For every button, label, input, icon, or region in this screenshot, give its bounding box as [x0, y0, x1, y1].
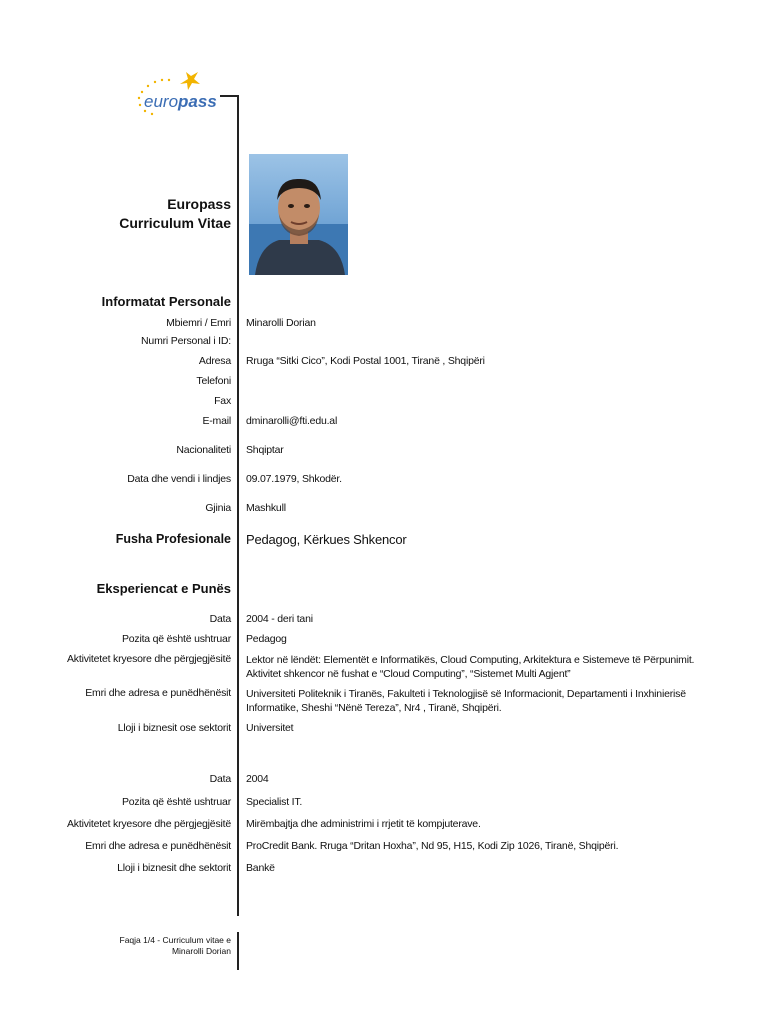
- job2-position: Specialist IT.: [246, 796, 303, 808]
- job1-employer-label: Emri dhe adresa e punëdhënësit: [85, 687, 231, 699]
- title-line-1: Europass: [167, 196, 231, 212]
- value-profession: Pedagog, Kërkues Shkencor: [246, 532, 407, 547]
- portrait-image: [249, 154, 348, 275]
- job2-activities-label: Aktivitetet kryesore dhe përgjegjësitë: [67, 818, 231, 830]
- job2-employer: ProCredit Bank. Rruga “Dritan Hoxha”, Nd 95, H15, Kodi Zip 1026, Tiranë, Shqipëri.: [246, 840, 619, 852]
- job1-activities-line2: Aktivitet shkencor në fushat e “Cloud Computing”, “Sistemet Multi Agjent”: [246, 668, 571, 680]
- job1-date: 2004 - deri tani: [246, 613, 313, 625]
- europass-logo: [128, 68, 240, 118]
- profile-photo: [249, 154, 348, 275]
- job1-sector: Universitet: [246, 722, 294, 734]
- value-birth: 09.07.1979, Shkodër.: [246, 473, 342, 485]
- job1-position: Pedagog: [246, 633, 287, 645]
- value-gender: Mashkull: [246, 502, 286, 514]
- label-profession: Fusha Profesionale: [115, 532, 231, 546]
- title-line-2: Curriculum Vitae: [119, 215, 231, 231]
- job1-activities-line1: Lektor në lëndët: Elementët e Informatikës, Cloud Computing, Arkitektura e Sistemeve të Përpunimit.: [246, 654, 695, 666]
- section-experience: Eksperiencat e Punës: [96, 581, 231, 596]
- job2-date-label: Data: [209, 773, 231, 785]
- label-fax: Fax: [214, 395, 231, 407]
- job2-activities: Mirëmbajtja dhe administrimi i rrjetit të kompjuterave.: [246, 818, 481, 830]
- footer-line-1: Faqja 1/4 - Curriculum vitae e: [119, 935, 231, 945]
- label-email: E-mail: [202, 415, 231, 427]
- page-footer: [120, 935, 232, 957]
- logo-wordmark: [144, 92, 217, 112]
- job1-sector-label: Lloji i biznesit ose sektorit: [117, 722, 231, 734]
- value-address: Rruga “Sitki Cico”, Kodi Postal 1001, Tiranë , Shqipëri: [246, 355, 485, 367]
- label-id: Numri Personal i ID:: [141, 335, 231, 347]
- job1-activities-label: Aktivitetet kryesore dhe përgjegjësitë: [67, 653, 231, 665]
- cv-title: [119, 195, 231, 233]
- job1-employer-line1: Universiteti Politeknik i Tiranës, Fakulteti i Teknologjisë së Informacionit, Departamenti i Inxhinierisë: [246, 688, 686, 700]
- job2-sector-label: Lloji i biznesit dhe sektorit: [117, 862, 231, 874]
- job2-sector: Bankë: [246, 862, 275, 874]
- label-name: Mbiemri / Emri: [166, 317, 231, 329]
- label-phone: Telefoni: [196, 375, 231, 387]
- value-email[interactable]: dminarolli@fti.edu.al: [246, 415, 338, 427]
- logo-euro: euro: [144, 92, 179, 111]
- value-name: Minarolli Dorian: [246, 317, 316, 329]
- job1-employer-line2: Informatike, Sheshi “Nënë Tereza”, Nr4 , Tiranë, Shqipëri.: [246, 702, 502, 714]
- job2-employer-label: Emri dhe adresa e punëdhënësit: [85, 840, 231, 852]
- label-address: Adresa: [198, 355, 231, 367]
- job1-position-label: Pozita që është ushtruar: [121, 633, 231, 645]
- job1-date-label: Data: [209, 613, 231, 625]
- label-nationality: Nacionaliteti: [176, 444, 231, 456]
- footer-divider-line: [237, 932, 239, 970]
- label-birth: Data dhe vendi i lindjes: [127, 473, 231, 485]
- main-divider-line: [237, 96, 239, 916]
- label-gender: Gjinia: [205, 502, 231, 514]
- job2-position-label: Pozita që është ushtruar: [121, 796, 231, 808]
- section-personal-info: Informatat Personale: [101, 294, 231, 309]
- logo-pass: pass: [178, 92, 217, 111]
- job2-date: 2004: [246, 773, 269, 785]
- footer-line-2: Minarolli Dorian: [171, 946, 231, 956]
- value-nationality: Shqiptar: [246, 444, 284, 456]
